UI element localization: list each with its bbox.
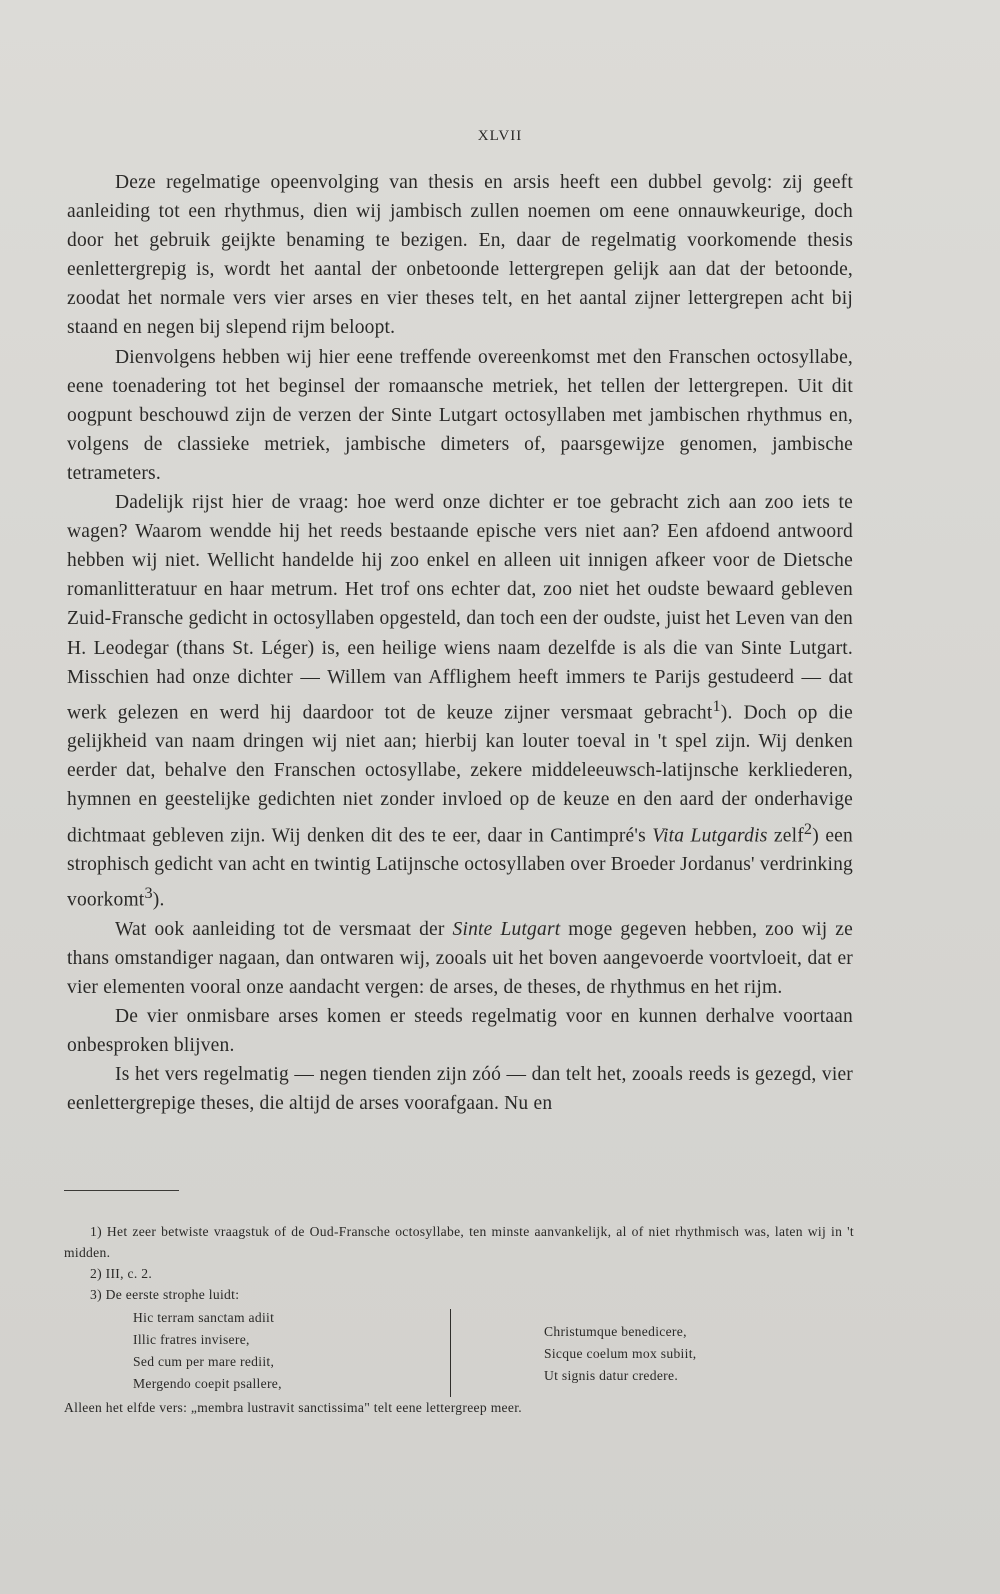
paragraph-4-part-2: moge gegeven hebben, zoo wij ze thans omstandiger nagaan, dan ontwaren wij, zooals uit het boven aangevoerde voortvloeit, dat er vier elementen vooral onze aandacht vergen: de arses, de theses, de rhythmus en het rijm. — [67, 918, 853, 999]
verse-line: Ut signis datur credere. — [544, 1368, 679, 1383]
paragraph-4 — [67, 915, 853, 1002]
verse-line: Sicque coelum mox subiit, — [544, 1346, 697, 1361]
footnote-2: 2) III, c. 2. — [90, 1266, 153, 1281]
verse-line: Christumque benedicere, — [544, 1324, 687, 1339]
footnote-mark-1: 1 — [712, 696, 721, 715]
paragraph-3-part-1: Dadelijk rijst hier de vraag: hoe werd onze dichter er toe gebracht zich aan zoo iets te wagen? Waarom wendde hij het reeds bestaande epische vers niet aan? Een afdoend antwoord hebben wij niet. Wellicht handelde hij zoo enkel en alleen uit innigen afkeer voor de Dietsche romanlitteratuur en haar metrum. Het trof ons echter dat, zoo niet het oudste bewaard gebleven Zuid-Fransche gedicht in octosyllaben opgesteld, dan toch een der oudste, juist het Leven van den H. Leodegar (thans St. Léger) is, een heilige wiens naam dezelfde is als die van Sinte Lutgart. Misschien had onze dichter — Willem van Afflighem heeft immers te Parijs gestudeerd — dat werk gelezen en werd hij daardoor tot de keuze zijner versmaat gebracht — [67, 492, 853, 724]
paragraph-3-part-4: ) een strophisch gedicht van acht en twintig Latijnsche octosyllaben over Broeder Jordanus' verdrinking voorkomt — [67, 825, 853, 911]
paragraph-4-part-1: Wat ook aanleiding tot de versmaat der — [115, 918, 453, 940]
footnote-mark-3: 3 — [144, 884, 153, 903]
paragraph-1: Deze regelmatige opeenvolging van thesis en arsis heeft een dubbel gevolg: zij geeft aanleiding tot een rhythmus, dien wij jambisch zullen noemen om eene onnauwkeurige, doch door het gebruik geijkte benaming te bezigen. En, daar de regelmatig voorkomende thesis eenlettergrepig is, wordt het aantal der onbetoonde lettergrepen gelijk aan dat der betoonde, zoodat het normale vers vier arses en vier theses telt, en het aantal zijner lettergrepen acht bij staand en negen bij slepend rijm beloopt. — [67, 172, 853, 339]
paragraph-5: De vier onmisbare arses komen er steeds regelmatig voor en kunnen derhalve voortaan onbesproken blijven. — [67, 1006, 853, 1057]
paragraph-3 — [67, 488, 853, 915]
paragraph-2: Dienvolgens hebben wij hier eene treffende overeenkomst met den Franschen octosyllabe, eene toenadering tot het beginsel der romaansche metriek, het tellen der lettergrepen. Uit dit oogpunt beschouwd zijn de verzen der Sinte Lutgart octosyllaben met jambischen rhythmus en, volgens de classieke metriek, jambische dimeters of, paarsgewijze genomen, jambische tetrameters. — [67, 346, 853, 484]
paragraph-3-part-5: ). — [152, 889, 165, 911]
strophe-divider — [450, 1309, 451, 1397]
footnote-1: 1) Het zeer betwiste vraagstuk of de Oud-Fransche octosyllabe, ten minste aanvankelijk, al of niet rhythmisch was, laten wij in 't midden. — [64, 1224, 854, 1260]
page-number: XLVII — [477, 128, 523, 144]
verse-line: Illic fratres invisere, — [133, 1332, 250, 1347]
footnote-3-note: Alleen het elfde vers: „membra lustravit sanctissima" telt eene lettergreep meer. — [64, 1400, 523, 1415]
verse-line: Sed cum per mare rediit, — [133, 1354, 275, 1369]
footnotes — [64, 1221, 854, 1418]
footnote-divider — [64, 1190, 179, 1191]
verse-line: Mergendo coepit psallere, — [133, 1376, 282, 1391]
body-text — [67, 168, 853, 1119]
strophe-right-column — [544, 1321, 696, 1387]
verse-line: Hic terram sanctam adiit — [133, 1310, 275, 1325]
footnote-mark-2: 2 — [803, 819, 813, 838]
vita-lutgardis-title: Vita Lutgardis — [652, 825, 768, 847]
paragraph-3-part-2: ). Doch op die gelijkheid van naam dringen wij niet aan; hierbij kan louter toeval in 't spel zijn. Wij denken eerder dat, behalve den Franschen octosyllabe, zekere middeleeuwsch-latijnsche kerkliederen, hymnen en geestelijke gedichten niet zonder invloed op de keuze en den aard der onderhavige dichtmaat gebleven zijn. Wij denken dit des te eer, daar in Cantimpré's — [67, 702, 853, 847]
footnote-3: 3) De eerste strophe luidt: — [90, 1287, 240, 1302]
strophe-left-column — [133, 1307, 282, 1395]
paragraph-3-part-3: zelf — [767, 825, 804, 847]
paragraph-6: Is het vers regelmatig — negen tienden zijn zóó — dan telt het, zooals reeds is gezegd, vier eenlettergrepige theses, die altijd de arses voorafgaan. Nu en — [67, 1064, 853, 1115]
latin-strophe — [64, 1307, 854, 1395]
sinte-lutgart-title: Sinte Lutgart — [452, 918, 561, 940]
